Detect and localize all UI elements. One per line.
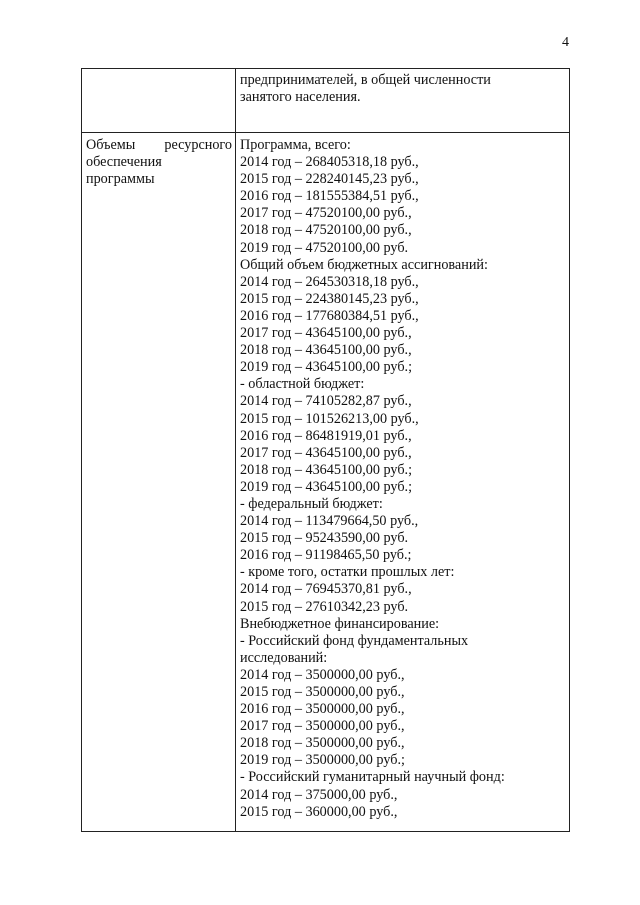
table-cell-right [236, 69, 570, 133]
text-line: 2015 год – 27610342,23 руб. [240, 598, 409, 615]
text-line: 2015 год – 360000,00 руб., [240, 803, 398, 820]
text-line: - Российский гуманитарный научный фонд: [240, 769, 505, 786]
top-row-text [240, 72, 566, 106]
table-cell-right [236, 133, 570, 832]
text-line: 2019 год – 43645100,00 руб.; [240, 478, 413, 495]
text-line: - кроме того, остатки прошлых лет: [240, 564, 455, 581]
text-line: Внебюджетное финансирование: [240, 615, 440, 632]
text-line: предпринимателей, в общей численности [240, 72, 491, 88]
page-number: 4 [562, 35, 569, 50]
text-line: занятого населения. [240, 89, 361, 106]
text-line: - федеральный бюджет: [240, 495, 383, 512]
text-line: 2019 год – 47520100,00 руб. [240, 239, 409, 256]
table-cell-left [82, 133, 236, 832]
text-line: 2017 год – 47520100,00 руб., [240, 205, 412, 222]
text-line: исследований: [240, 649, 328, 666]
text-line: 2017 год – 43645100,00 руб., [240, 444, 412, 461]
text-line: 2019 год – 43645100,00 руб.; [240, 359, 413, 376]
text-line: 2018 год – 43645100,00 руб.; [240, 461, 413, 478]
program-passport-table [81, 68, 570, 832]
text-line: 2016 год – 86481919,01 руб., [240, 427, 412, 444]
text-line: 2014 год – 113479664,50 руб., [240, 513, 419, 530]
text-line: 2015 год – 101526213,00 руб., [240, 410, 419, 427]
text-line: 2015 год – 224380145,23 руб., [240, 290, 419, 307]
text-line: 2015 год – 228240145,23 руб., [240, 171, 419, 188]
text-line: 2014 год – 76945370,81 руб., [240, 581, 412, 598]
text-line: 2018 год – 3500000,00 руб., [240, 735, 405, 752]
text-line: 2014 год – 74105282,87 руб., [240, 393, 412, 410]
text-line: 2014 год – 3500000,00 руб., [240, 666, 405, 683]
text-line: 2015 год – 3500000,00 руб., [240, 684, 405, 700]
text-line: 2019 год – 3500000,00 руб.; [240, 752, 405, 769]
text-line: 2016 год – 181555384,51 руб., [240, 188, 419, 205]
table-row [82, 69, 570, 133]
text-line: 2016 год – 3500000,00 руб., [240, 701, 405, 718]
text-line: 2016 год – 177680384,51 руб., [240, 307, 419, 324]
text-line: 2018 год – 43645100,00 руб., [240, 342, 412, 359]
text-line: 2017 год – 43645100,00 руб., [240, 325, 412, 342]
funding-details [240, 137, 566, 821]
text-line: - Российский фонд фундаментальных [240, 632, 469, 649]
text-line: 2016 год – 91198465,50 руб.; [240, 547, 412, 564]
text-line: - областной бюджет: [240, 376, 365, 393]
text-line: 2014 год – 268405318,18 руб., [240, 154, 419, 171]
table-row [82, 133, 570, 832]
text-line: 2018 год – 47520100,00 руб., [240, 222, 412, 239]
text-line: 2015 год – 95243590,00 руб. [240, 530, 409, 547]
table-cell-left [82, 69, 236, 133]
text-line: 2017 год – 3500000,00 руб., [240, 718, 405, 735]
text-line: Общий объем бюджетных ассигнований: [240, 256, 488, 273]
resource-volume-label: Объемы ресурсного обеспечения программы [86, 137, 232, 188]
text-line: Программа, всего: [240, 137, 351, 153]
text-line: 2014 год – 375000,00 руб., [240, 786, 398, 803]
text-line: 2014 год – 264530318,18 руб., [240, 273, 419, 290]
